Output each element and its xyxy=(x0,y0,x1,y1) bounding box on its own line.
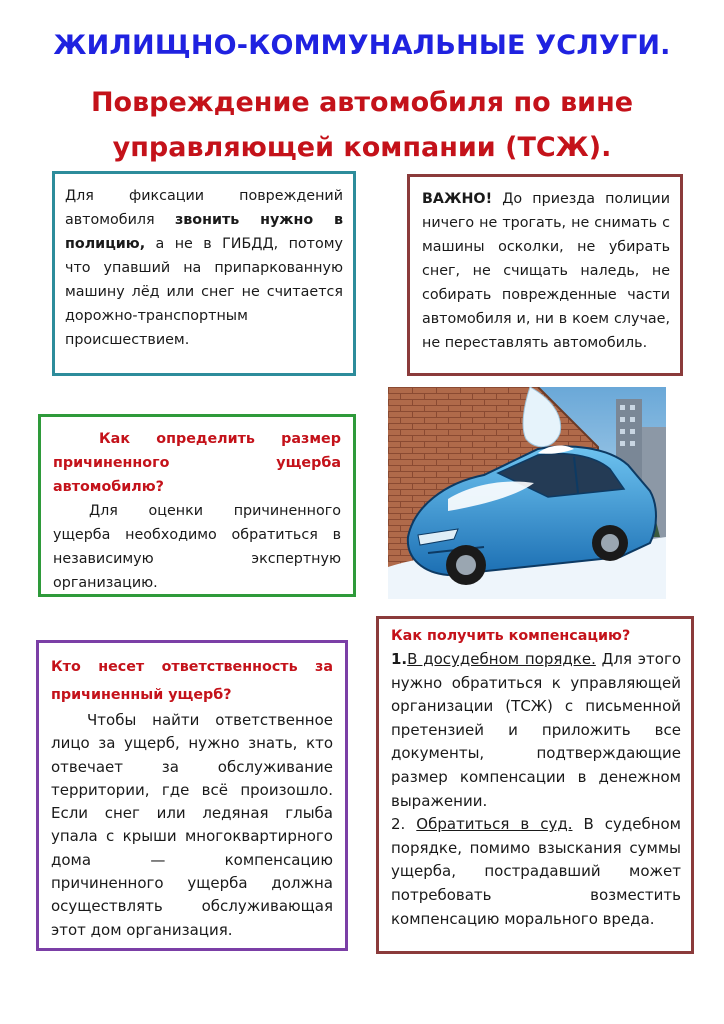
subtitle-line-1: Повреждение автомобиля по вине xyxy=(90,87,634,118)
damage-heading: Как определить размер причиненного ущерба автомобилю? xyxy=(53,431,341,495)
item-2-number: 2. xyxy=(391,815,417,834)
responsibility-box xyxy=(36,640,348,951)
compensation-box xyxy=(376,616,694,954)
important-body: До приезда полиции ничего не трогать, не снимать с машины осколки, не убирать снег, не счищать наледь, не собирать поврежденные части автомобиля и, ни в коем случае, не переставлять автомобиль. xyxy=(422,191,670,351)
item-1-number: 1. xyxy=(391,650,408,668)
compensation-item-2 xyxy=(391,813,681,931)
subtitle-line-2: управляющей компании (ТСЖ). xyxy=(112,132,612,163)
police-call-text xyxy=(65,184,343,352)
responsibility-heading: Кто несет ответственность за причиненный ущерб? xyxy=(51,659,333,703)
police-text-end: а не в ГИБДД, потому что упавший на припаркованную машину лёд или снег не считается дорожно-транспортным происшествием. xyxy=(65,236,343,348)
item-2-title: Обратиться в суд. xyxy=(416,815,573,834)
important-box xyxy=(407,174,683,376)
item-1-title: В досудебном порядке. xyxy=(407,650,596,668)
item-2-text: В судебном порядке, помимо взыскания суммы ущерба, пострадавший может потребовать возместить компенсацию морального вреда. xyxy=(391,815,681,928)
police-text-start: Для фиксации повреждений автомобиля xyxy=(65,188,343,228)
car-under-snow-illustration xyxy=(388,387,666,599)
page-subtitle xyxy=(0,80,724,170)
important-text xyxy=(422,187,670,355)
damage-estimation-box xyxy=(38,414,356,597)
compensation-item-1 xyxy=(391,648,681,813)
page-title: ЖИЛИЩНО-КОММУНАЛЬНЫЕ УСЛУГИ. xyxy=(53,30,671,61)
damage-text: Для оценки причиненного ущерба необходимо обратиться в независимую экспертную организацию. xyxy=(53,503,341,591)
compensation-heading: Как получить компенсацию? xyxy=(391,628,631,644)
responsibility-text: Чтобы найти ответственное лицо за ущерб, нужно знать, кто отвечает за обслуживание территории, где всё произошло. Если снег или ледяная глыба упала с крыши многоквартирного дома — компенсацию причиненного ущерба должна осуществлять обслуживающая этот дом организация. xyxy=(51,711,333,939)
police-bold-phrase: звонить нужно в полицию, xyxy=(65,212,343,252)
important-label: ВАЖНО! xyxy=(422,191,493,207)
item-1-text: Для этого нужно обратиться к управляющей организации (ТСЖ) с письменной претензией и приложить все документы, подтверждающие размер компенсации в денежном выражении. xyxy=(391,650,682,810)
police-call-box xyxy=(52,171,356,376)
